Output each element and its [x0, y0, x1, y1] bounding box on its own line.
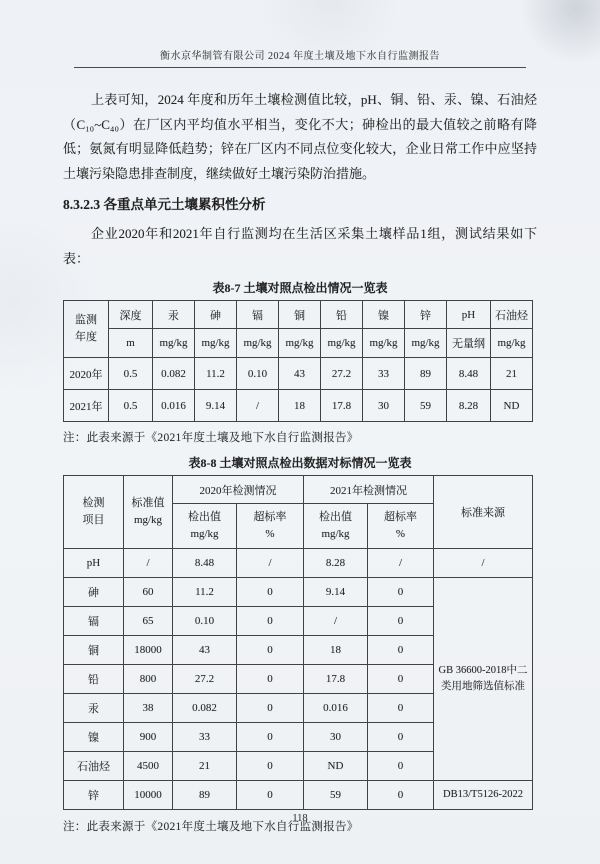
- t2-value-cell: 0: [368, 665, 434, 694]
- t2-value-cell: 0: [368, 723, 434, 752]
- t2-value-cell: 0: [237, 607, 304, 636]
- t2-exceed-line2: %: [395, 528, 406, 540]
- t2-exceed-line2: %: [265, 528, 275, 540]
- table-8-7-caption: 表8-7 土壤对照点检出情况一览表: [212, 281, 388, 295]
- t2-value-cell: 0: [237, 694, 304, 723]
- t2-standard-cell: 900: [124, 723, 173, 752]
- t2-standard-header: [124, 476, 173, 549]
- t2-detected-line2: mg/kg: [321, 528, 350, 540]
- t2-value-cell: 43: [173, 636, 237, 665]
- t2-value-cell: 30: [304, 723, 368, 752]
- table-row-2020: [64, 358, 533, 390]
- t1-corner-line1: 监测: [75, 314, 97, 326]
- page-number: 118: [292, 813, 308, 824]
- t2-value-cell: 0: [368, 752, 434, 781]
- t2-item-line2: 项目: [82, 514, 105, 526]
- t1-unit-cell: m: [109, 329, 153, 358]
- t2-source-header: 标准来源: [434, 476, 533, 549]
- t1-value-cell: ND: [491, 390, 533, 422]
- t2-value-cell: 18: [304, 636, 368, 665]
- t1-year-cell: 2020年: [64, 358, 109, 390]
- table-8-8-caption: 表8-8 土壤对照点检出数据对标情况一览表: [188, 456, 412, 470]
- t2-standard-cell: 10000: [124, 781, 173, 810]
- t2-value-cell: 0: [237, 752, 304, 781]
- t2-value-cell: 11.2: [173, 578, 237, 607]
- t1-value-cell: 43: [279, 358, 321, 390]
- t2-value-cell: ND: [304, 752, 368, 781]
- t2-value-cell: 21: [173, 752, 237, 781]
- t1-col-header: 砷: [195, 301, 237, 329]
- table-row-2021: [64, 390, 533, 422]
- t1-value-cell: 0.016: [153, 390, 195, 422]
- t2-exceed-2021-header: [368, 504, 434, 549]
- t2-group-2020-header: 2020年检测情况: [173, 476, 304, 504]
- t2-standard-line2: mg/kg: [133, 514, 163, 526]
- t2-item-cell: 锌: [64, 781, 124, 810]
- table-8-8-note: 注：此表来源于《2021年度土壤及地下水自行监测报告》: [63, 821, 359, 833]
- t1-value-cell: /: [237, 390, 279, 422]
- t2-value-cell: 0: [368, 636, 434, 665]
- summary-paragraph: 上表可知，2024 年度和历年土壤检测值比较，pH、铜、铅、汞、镍、石油烃（C₁₀~C₄₀）在厂区内平均值水平相当，变化不大；砷检出的最大值较之前略有降低；氨氮有明显降低趋势；锌在厂区内不同点位变化较大，企业日常工作中应坚持土壤污染隐患排查制度，继续做好土壤污染防治措施。: [63, 92, 537, 181]
- t2-item-cell: 铅: [64, 665, 124, 694]
- t2-value-cell: /: [237, 549, 304, 578]
- t2-item-cell: pH: [64, 549, 124, 578]
- t2-value-cell: 0.082: [173, 694, 237, 723]
- t1-corner-line2: 年度: [75, 331, 97, 343]
- t2-value-cell: 0: [237, 636, 304, 665]
- header-rule: [74, 67, 526, 68]
- t2-standard-cell: 4500: [124, 752, 173, 781]
- t1-unit-cell: mg/kg: [153, 329, 195, 358]
- t1-unit-cell: mg/kg: [237, 329, 279, 358]
- t2-value-cell: 0: [237, 723, 304, 752]
- t2-detected-line1: 检出值: [319, 511, 352, 523]
- t2-standard-cell: 38: [124, 694, 173, 723]
- t1-value-cell: 59: [405, 390, 447, 422]
- t1-col-header: 铅: [321, 301, 363, 329]
- t2-exceed-line1: 超标率: [384, 511, 417, 523]
- t1-value-cell: 0.5: [109, 390, 153, 422]
- t1-unit-cell: mg/kg: [491, 329, 533, 358]
- t1-value-cell: 89: [405, 358, 447, 390]
- t2-item-cell: 镍: [64, 723, 124, 752]
- t2-value-cell: 33: [173, 723, 237, 752]
- t2-item-cell: 石油烃: [64, 752, 124, 781]
- t1-col-header: 石油烃: [491, 301, 533, 329]
- t1-value-cell: 8.48: [447, 358, 491, 390]
- t1-value-cell: 0.082: [153, 358, 195, 390]
- t1-value-cell: 8.28: [447, 390, 491, 422]
- t2-item-cell: 汞: [64, 694, 124, 723]
- t2-value-cell: 0: [368, 781, 434, 810]
- page-content: [63, 88, 537, 834]
- t2-detected-2021-header: [304, 504, 368, 549]
- t2-value-cell: 27.2: [173, 665, 237, 694]
- t2-item-cell: 砷: [64, 578, 124, 607]
- t1-value-cell: 21: [491, 358, 533, 390]
- t1-col-header: 深度: [109, 301, 153, 329]
- t2-item-header: [64, 476, 124, 549]
- t2-value-cell: 0.10: [173, 607, 237, 636]
- t2-value-cell: 8.48: [173, 549, 237, 578]
- t2-standard-line1: 标准值: [131, 497, 165, 509]
- t1-value-cell: 11.2: [195, 358, 237, 390]
- t2-standard-cell: /: [124, 549, 173, 578]
- table-row-zinc: [64, 781, 533, 810]
- t1-unit-cell: mg/kg: [321, 329, 363, 358]
- t2-item-cell: 镉: [64, 607, 124, 636]
- t2-source-cell: /: [434, 549, 533, 578]
- t2-value-cell: /: [368, 549, 434, 578]
- t2-source-cell: DB13/T5126-2022: [434, 781, 533, 810]
- table-row-arsenic: [64, 578, 533, 607]
- t2-value-cell: 0.016: [304, 694, 368, 723]
- t1-corner-header: [64, 301, 109, 358]
- table-8-7-unit-row: [64, 329, 533, 358]
- table-8-7: [63, 300, 533, 422]
- t2-value-cell: 0: [237, 578, 304, 607]
- t2-exceed-2020-header: [237, 504, 304, 549]
- t2-item-cell: 铜: [64, 636, 124, 665]
- t1-unit-cell: mg/kg: [363, 329, 405, 358]
- t1-value-cell: 9.14: [195, 390, 237, 422]
- t2-value-cell: 17.8: [304, 665, 368, 694]
- t2-value-cell: 8.28: [304, 549, 368, 578]
- t1-col-header: 汞: [153, 301, 195, 329]
- t1-col-header: pH: [447, 301, 491, 329]
- t2-value-cell: 0: [237, 781, 304, 810]
- t1-value-cell: 0.10: [237, 358, 279, 390]
- table-8-7-note: 注：此表来源于《2021年度土壤及地下水自行监测报告》: [63, 432, 359, 444]
- t2-standard-cell: 800: [124, 665, 173, 694]
- t2-standard-cell: 60: [124, 578, 173, 607]
- t1-value-cell: 30: [363, 390, 405, 422]
- t2-item-line1: 检测: [82, 497, 105, 509]
- t2-group-2021-header: 2021年检测情况: [304, 476, 434, 504]
- t2-detected-line1: 检出值: [188, 511, 221, 523]
- t1-col-header: 镍: [363, 301, 405, 329]
- table-8-8: [63, 475, 533, 810]
- t2-value-cell: 0: [368, 607, 434, 636]
- section-heading: 8.3.2.3 各重点单元土壤累积性分析: [63, 197, 266, 212]
- t1-value-cell: 18: [279, 390, 321, 422]
- t2-value-cell: 0: [368, 694, 434, 723]
- table-row-ph: [64, 549, 533, 578]
- t2-detected-2020-header: [173, 504, 237, 549]
- t2-value-cell: /: [304, 607, 368, 636]
- t2-value-cell: 0: [237, 665, 304, 694]
- t2-standard-cell: 65: [124, 607, 173, 636]
- intro-paragraph: 企业2020年和2021年自行监测均在生活区采集土壤样品1组，测试结果如下表：: [63, 226, 537, 266]
- t1-unit-cell: mg/kg: [195, 329, 237, 358]
- table-8-7-header-row: [64, 301, 533, 329]
- t1-unit-cell: mg/kg: [405, 329, 447, 358]
- t1-col-header: 铜: [279, 301, 321, 329]
- t1-unit-cell: 无量纲: [447, 329, 491, 358]
- t2-standard-cell: 18000: [124, 636, 173, 665]
- t2-value-cell: 9.14: [304, 578, 368, 607]
- t1-col-header: 锌: [405, 301, 447, 329]
- t2-merged-source-cell: GB 36600-2018中二类用地筛选值标准: [434, 578, 533, 781]
- t1-value-cell: 0.5: [109, 358, 153, 390]
- t1-value-cell: 33: [363, 358, 405, 390]
- document-header: [0, 0, 600, 68]
- t1-value-cell: 27.2: [321, 358, 363, 390]
- t1-value-cell: 17.8: [321, 390, 363, 422]
- t2-detected-line2: mg/kg: [190, 528, 219, 540]
- t1-year-cell: 2021年: [64, 390, 109, 422]
- t1-col-header: 镉: [237, 301, 279, 329]
- t2-value-cell: 0: [368, 578, 434, 607]
- t1-unit-cell: mg/kg: [279, 329, 321, 358]
- table-8-8-header-row-1: [64, 476, 533, 504]
- report-header-title: 衡水京华制管有限公司 2024 年度土壤及地下水自行监测报告: [160, 51, 440, 62]
- t2-value-cell: 59: [304, 781, 368, 810]
- t2-value-cell: 89: [173, 781, 237, 810]
- t2-exceed-line1: 超标率: [253, 511, 287, 523]
